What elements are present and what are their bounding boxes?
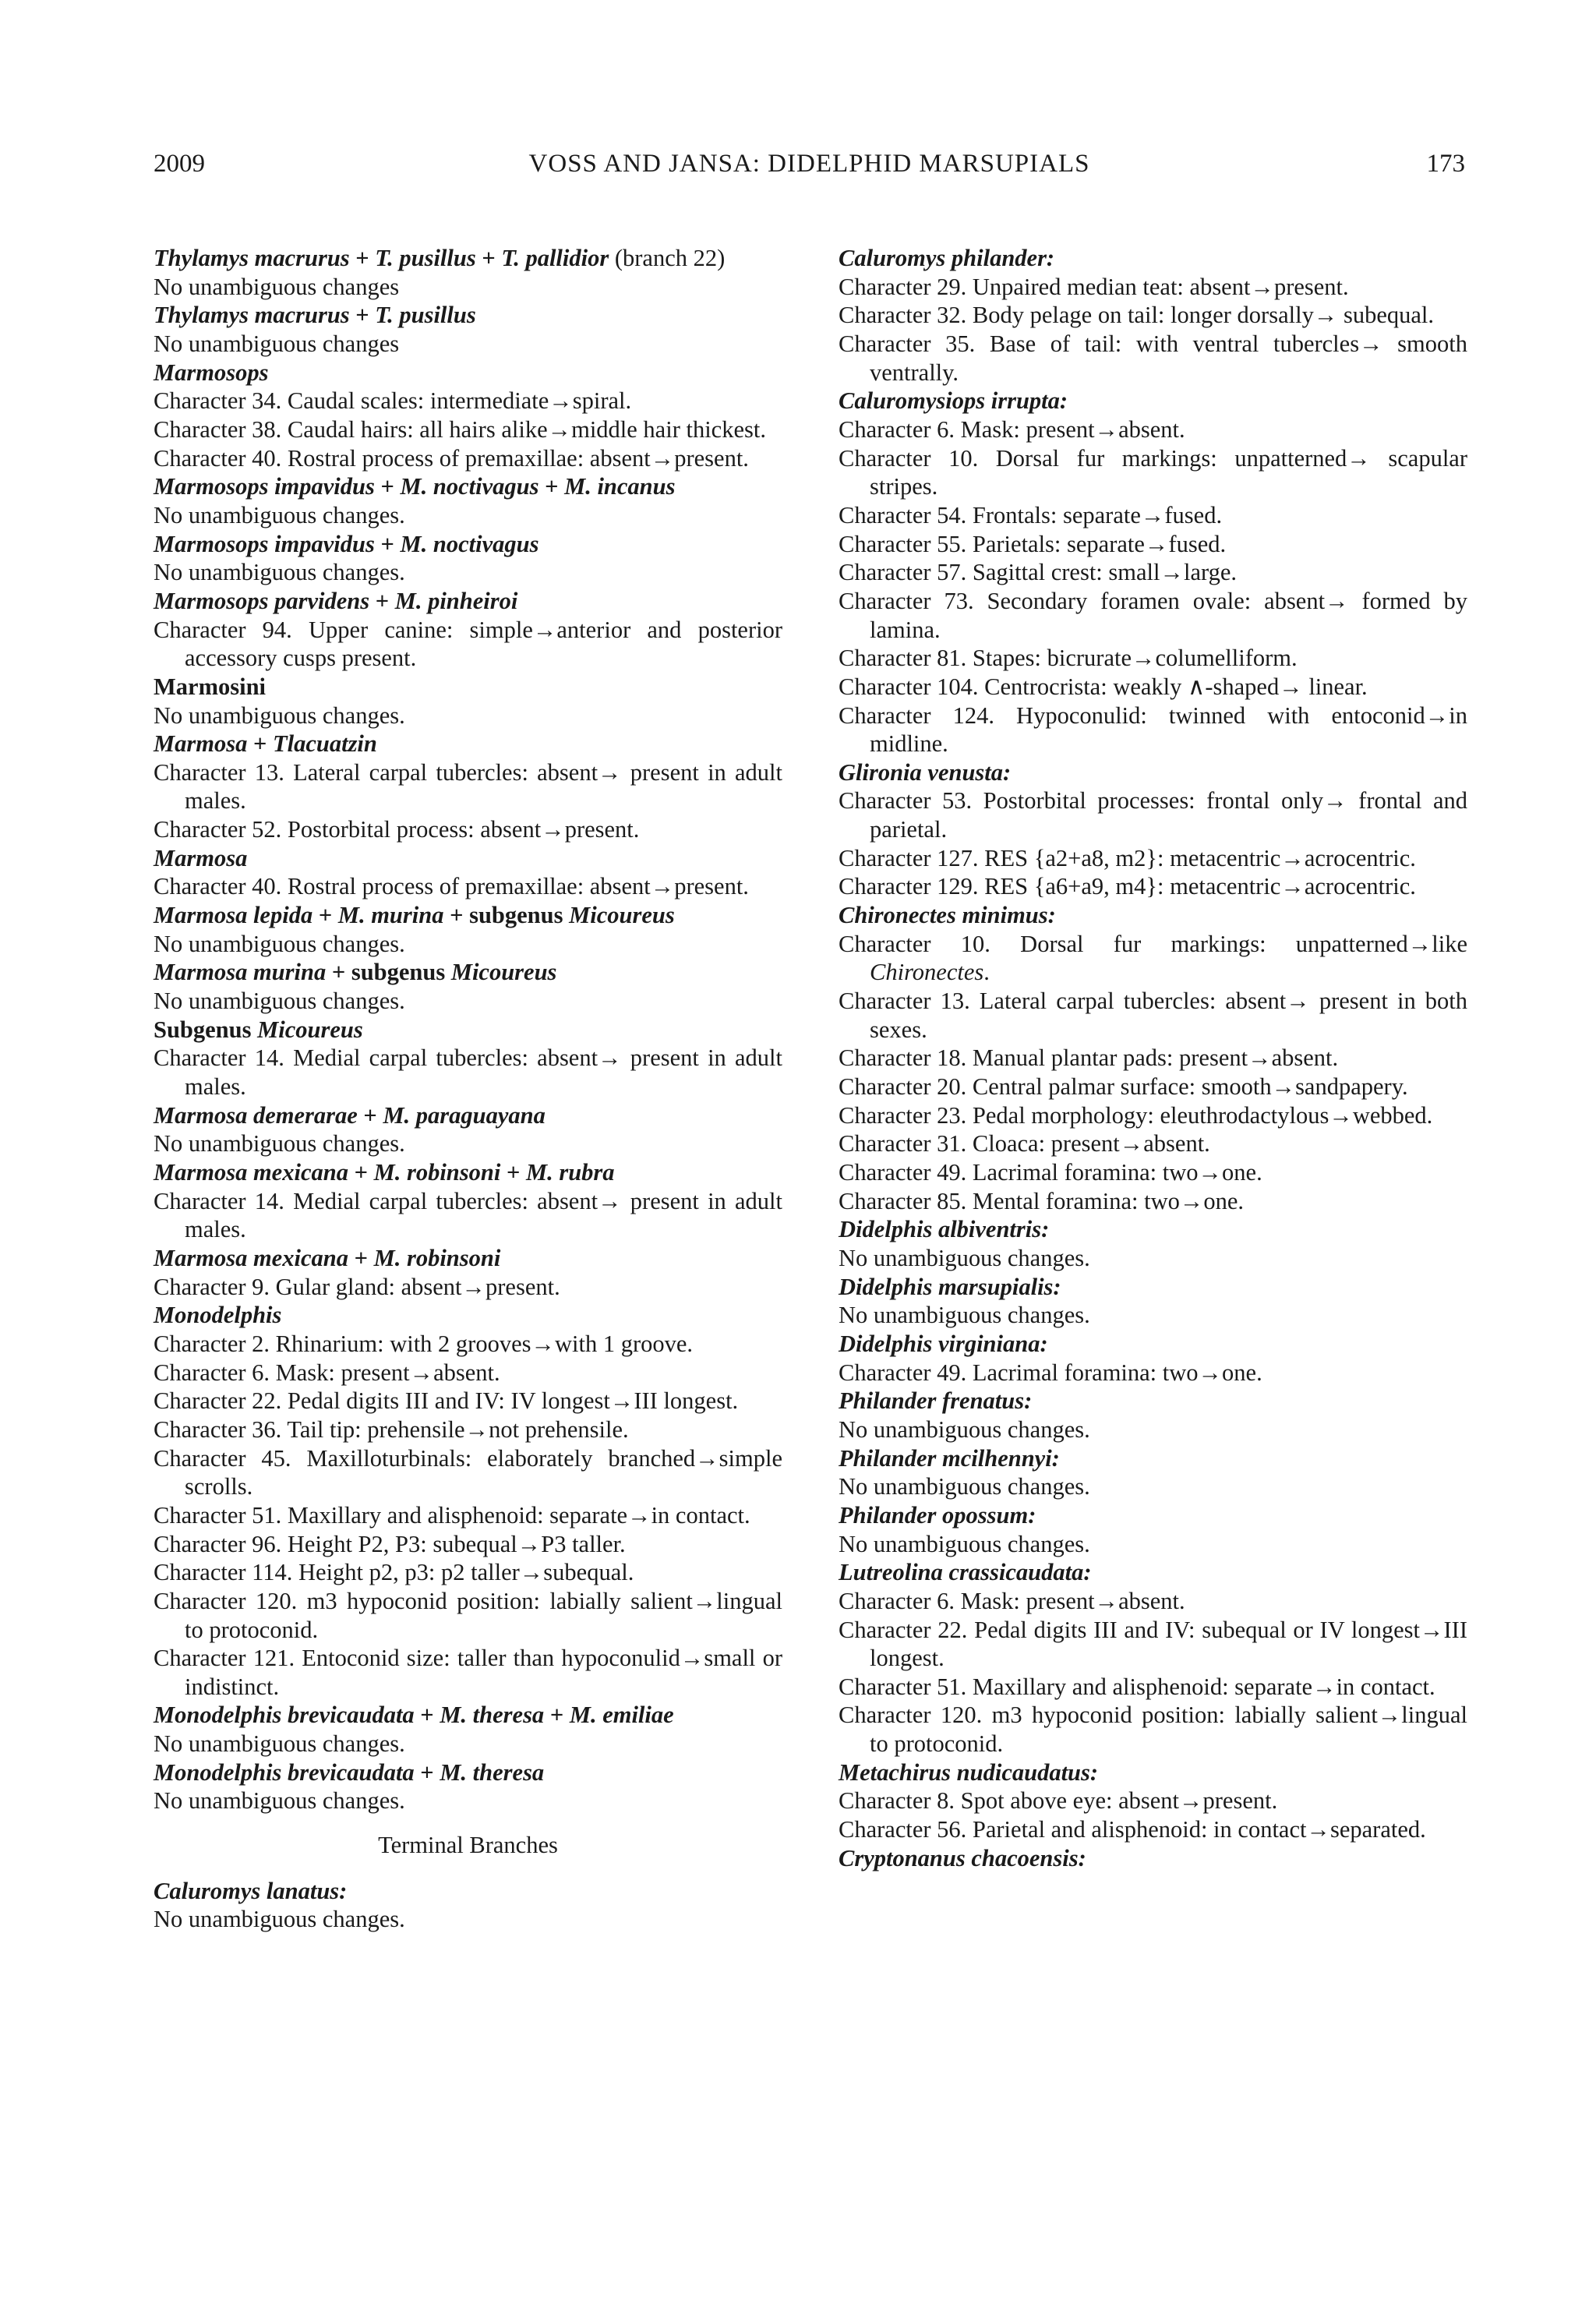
heading-part: Thylamys macrurus [154,245,350,271]
character-change [154,387,782,415]
character-change [839,587,1467,644]
character-text: Character 32. Body pelage on tail: longer dorsally→ subequal. [839,302,1434,329]
heading-part: M. noctivagus [400,530,539,557]
heading-part: T. pallidior [501,245,609,271]
heading-part: Subgenus [154,1016,258,1043]
character-change [839,644,1467,673]
character-text: Character 96. Height P2, P3: subequal→P3 taller. [154,1530,626,1557]
heading-part: Marmosops impavidus [154,530,375,557]
taxon-heading [154,359,782,387]
character-change [154,1558,782,1587]
taxon-heading [839,244,1467,273]
taxon-heading [154,301,782,330]
heading-part: M. theresa [440,1702,545,1729]
heading-part: + [475,245,502,271]
character-change [839,1359,1467,1387]
taxon-heading [154,673,782,702]
heading-part: Marmosini [154,673,267,700]
character-text: Character 55. Parietals: separate→fused. [839,530,1227,557]
character-change [154,1187,782,1244]
taxon-heading [154,958,782,987]
character-text: Character 29. Unpaired median teat: absent→present. [839,273,1349,300]
character-text: Character 54. Frontals: separate→fused. [839,501,1223,528]
heading-part: + [544,1702,570,1729]
heading-part: M. rubra [525,1159,615,1186]
character-change [839,1815,1467,1844]
character-change [839,501,1467,530]
heading-part: Cryptonanus chacoensis: [839,1844,1086,1871]
character-change [154,616,782,673]
character-text: Character 81. Stapes: bicrurate→columelliform. [839,645,1298,672]
heading-part: + [414,1702,440,1729]
character-change [154,444,782,473]
no-change-note: No unambiguous changes. [839,1415,1090,1443]
taxon-heading [839,1844,1467,1873]
header-title: VOSS AND JANSA: DIDELPHID MARSUPIALS [528,150,1090,178]
heading-part: Didelphis albiventris: [839,1216,1050,1243]
character-text: Character 49. Lacrimal foramina: two→one. [839,1159,1262,1186]
taxon-heading [154,1244,782,1273]
character-text: Character 14. Medial carpal tubercles: absent→ present in adult males. [154,1187,782,1243]
character-change [839,1701,1467,1758]
heading-part: M. pinheiroi [394,587,518,614]
character-change [154,1530,782,1559]
header-year: 2009 [154,150,205,178]
heading-part: Marmosa lepida [154,902,313,929]
heading-part: + [374,473,401,500]
character-change [839,930,1467,987]
taxon-heading [839,1330,1467,1359]
heading-part: Caluromys lanatus: [154,1877,348,1904]
character-change [154,1644,782,1701]
heading-part: Marmosops [154,359,269,386]
no-change-note: No unambiguous changes. [839,1302,1090,1329]
heading-part: Chironectes minimus: [839,902,1056,929]
character-change [154,1501,782,1530]
heading-part: + [247,730,273,758]
character-text: Character 23. Pedal morphology: eleuthrodactylous→webbed. [839,1101,1433,1129]
character-change [839,530,1467,559]
heading-part: Marmosa mexicana [154,1159,348,1186]
character-text: Character 51. Maxillary and alisphenoid: separate→in contact. [154,1501,750,1529]
character-text: Character 38. Caudal hairs: all hairs alike→middle hair thickest. [154,415,766,443]
character-change [154,872,782,901]
character-text: Character 52. Postorbital process: absent→present. [154,816,640,843]
character-change [839,1044,1467,1073]
heading-part: Marmosa mexicana [154,1244,348,1271]
heading-part: T. pusillus [375,245,476,271]
character-punct: . [983,959,990,986]
no-change-note: No unambiguous changes. [154,930,405,957]
taxon-heading [154,530,782,559]
taxon-heading [839,387,1467,415]
heading-part: Micoureus [257,1016,363,1043]
heading-part: Thylamys macrurus [154,302,350,329]
character-change [839,444,1467,501]
heading-part: Philander opossum: [839,1501,1036,1529]
character-text: Character 94. Upper canine: simple→anterior and posterior accessory cusps present. [154,616,782,672]
character-change [154,1273,782,1302]
character-text: Character 6. Mask: present→absent. [154,1359,500,1386]
character-text: Character 31. Cloaca: present→absent. [839,1130,1210,1157]
no-change-note: No unambiguous changes. [154,1730,405,1758]
heading-part: Marmosops impavidus [154,473,375,500]
no-change-note: No unambiguous changes [154,330,400,357]
heading-part: + [357,1101,383,1129]
no-change-note: No unambiguous changes. [154,988,405,1015]
heading-part: Monodelphis brevicaudata [154,1758,415,1786]
heading-part: Marmosops parvidens [154,587,370,614]
heading-part: Didelphis virginiana: [839,1330,1048,1357]
heading-part: Caluromys philander: [839,245,1055,271]
character-change [839,1073,1467,1101]
character-text: Character 40. Rostral process of premaxillae: absent→present. [154,873,749,900]
heading-part: Monodelphis brevicaudata [154,1702,415,1729]
heading-part: + [369,587,395,614]
character-change [839,1129,1467,1158]
heading-part: + subgenus [326,959,451,986]
character-change [839,330,1467,387]
no-change-note: No unambiguous changes. [839,1530,1090,1557]
character-change [839,273,1467,302]
character-text: Character 40. Rostral process of premaxillae: absent→present. [154,444,749,472]
character-change [839,1787,1467,1815]
character-text: Character 120. m3 hypoconid position: labially salient→lingual to protoconid. [154,1587,782,1643]
character-italic: Chironectes [870,959,984,986]
character-text: Character 6. Mask: present→absent. [839,1587,1185,1614]
character-change [839,702,1467,758]
no-change-note: No unambiguous changes. [839,1244,1090,1271]
character-change [839,844,1467,873]
heading-part: M. emiliae [569,1702,674,1729]
no-change-note: No unambiguous changes. [154,702,405,729]
heading-part: T. pusillus [375,302,476,329]
character-text: Character 10. Dorsal fur markings: unpatterned→ scapular stripes. [839,444,1467,500]
taxon-heading [154,244,782,273]
heading-part: Micoureus [450,959,557,986]
character-text: Character 14. Medial carpal tubercles: absent→ present in adult males. [154,1044,782,1101]
character-text: Character 36. Tail tip: prehensile→not prehensile. [154,1415,629,1443]
heading-part: Didelphis marsupialis: [839,1273,1061,1300]
character-text: Character 85. Mental foramina: two→one. [839,1187,1245,1214]
character-text: Character 129. RES {a6+a9, m4}: metacentric→acrocentric. [839,873,1416,900]
heading-part: Philander frenatus: [839,1387,1033,1415]
heading-part: M. noctivagus [400,473,539,500]
heading-part: Lutreolina crassicaudata: [839,1559,1092,1586]
heading-part: M. murina [337,902,444,929]
character-change [154,1387,782,1415]
taxon-heading [839,1215,1467,1244]
heading-part: M. robinsoni [373,1159,501,1186]
no-change-note: No unambiguous changes. [154,1130,405,1157]
no-change-note: No unambiguous changes. [154,1906,405,1933]
heading-part: Philander mcilhennyi: [839,1444,1060,1472]
taxon-heading [839,1387,1467,1415]
taxon-heading [154,1701,782,1730]
heading-part: + [374,530,401,557]
character-text: Character 121. Entoconid size: taller than hypoconulid→small or indistinct. [154,1645,782,1700]
no-change-note: No unambiguous changes. [154,559,405,586]
character-text: Character 120. m3 hypoconid position: labially salient→lingual to protoconid. [839,1702,1467,1758]
taxon-heading [154,1101,782,1130]
taxon-heading [154,901,782,930]
character-change [839,1101,1467,1130]
left-column [154,244,782,1934]
character-text: Character 114. Height p2, p3: p2 taller→subequal. [154,1559,634,1586]
heading-part: Caluromysiops irrupta: [839,387,1068,415]
character-text: Character 127. RES {a2+a8, m2}: metacentric→acrocentric. [839,844,1416,871]
character-change [839,987,1467,1044]
character-change [154,815,782,844]
heading-part: + [348,1244,374,1271]
heading-part: + [414,1758,440,1786]
character-change [154,1587,782,1644]
taxon-heading [839,1501,1467,1530]
heading-part: + [312,902,338,929]
taxon-heading [154,1877,782,1906]
character-change [839,673,1467,702]
taxon-heading [154,472,782,501]
character-change [154,758,782,815]
heading-part: Tlacuatzin [272,730,377,758]
heading-part: + subgenus [443,902,570,929]
heading-part: + [348,1159,374,1186]
character-text: Character 20. Central palmar surface: smooth→sandpapery. [839,1073,1408,1101]
character-change [839,1616,1467,1673]
character-text: Character 53. Postorbital processes: frontal only→ frontal and parietal. [839,787,1467,843]
character-text: Character 34. Caudal scales: intermediate→spiral. [154,387,632,415]
no-change-note: No unambiguous changes. [154,501,405,528]
character-text: Character 2. Rhinarium: with 2 grooves→with 1 groove. [154,1330,694,1357]
character-text: Character 10. Dorsal fur markings: unpatterned→like [839,930,1467,957]
no-change-note: No unambiguous changes. [154,1787,405,1815]
character-change [154,415,782,444]
page-number: 173 [1426,150,1465,178]
character-change [839,1673,1467,1702]
character-change [839,558,1467,587]
heading-part: Metachirus nudicaudatus: [839,1758,1099,1786]
heading-part: Micoureus [569,902,675,929]
character-change [839,415,1467,444]
taxon-heading [839,1758,1467,1787]
running-header [154,147,1465,181]
heading-part: + [500,1159,526,1186]
character-change [839,1158,1467,1187]
character-text: Character 13. Lateral carpal tubercles: absent→ present in both sexes. [839,988,1467,1043]
taxon-heading [154,730,782,758]
character-text: Character 104. Centrocrista: weakly ∧-shaped→ linear. [839,673,1368,700]
taxon-heading [839,1273,1467,1302]
taxon-heading [154,1016,782,1044]
character-change [154,1359,782,1387]
character-text: Character 9. Gular gland: absent→present. [154,1273,560,1300]
character-text: Character 49. Lacrimal foramina: two→one. [839,1359,1262,1386]
character-change [154,1444,782,1501]
taxon-heading [154,844,782,873]
character-text: Character 73. Secondary foramen ovale: absent→ formed by lamina. [839,587,1467,643]
no-change-note: No unambiguous changes. [839,1473,1090,1500]
heading-part: M. incanus [564,473,676,500]
taxon-heading [154,1758,782,1787]
heading-part: Marmosa murina [154,959,327,986]
heading-part: Marmosa [154,844,248,871]
heading-part: + [349,302,376,329]
no-change-note: No unambiguous changes [154,273,400,300]
taxon-heading [154,1158,782,1187]
character-change [839,1587,1467,1616]
character-change [154,1330,782,1359]
heading-part: Glironia venusta: [839,758,1012,786]
heading-part: M. paraguayana [383,1101,546,1129]
character-text: Character 22. Pedal digits III and IV: IV longest→III longest. [154,1387,739,1415]
character-text: Character 18. Manual plantar pads: present→absent. [839,1044,1339,1072]
heading-part: + [538,473,565,500]
heading-part: M. robinsoni [373,1244,501,1271]
heading-part: Marmosa [154,730,248,758]
character-change [839,1187,1467,1216]
character-change [839,301,1467,330]
character-text: Character 13. Lateral carpal tubercles: absent→ present in adult males. [154,758,782,815]
section-title: Terminal Branches [378,1832,558,1859]
heading-part: + [349,245,376,271]
character-change [154,1044,782,1101]
character-text: Character 51. Maxillary and alisphenoid: separate→in contact. [839,1673,1435,1700]
taxon-heading [839,1558,1467,1587]
taxon-heading [154,1301,782,1330]
heading-part: Monodelphis [154,1302,282,1329]
heading-part: Marmosa demerarae [154,1101,358,1129]
heading-part: M. theresa [440,1758,545,1786]
taxon-heading [154,587,782,616]
right-column [839,244,1467,1872]
taxon-heading [839,1444,1467,1473]
character-text: Character 6. Mask: present→absent. [839,415,1185,443]
heading-part: (branch 22) [609,245,726,271]
character-text: Character 35. Base of tail: with ventral tubercles→ smooth ventrally. [839,330,1467,386]
character-text: Character 57. Sagittal crest: small→large. [839,559,1237,586]
character-text: Character 8. Spot above eye: absent→present. [839,1787,1278,1815]
character-text: Character 124. Hypoconulid: twinned with entoconid→in midline. [839,702,1467,758]
character-change [154,1415,782,1444]
character-text: Character 22. Pedal digits III and IV: subequal or IV longest→III longest. [839,1616,1467,1672]
character-text: Character 45. Maxilloturbinals: elaborately branched→simple scrolls. [154,1444,782,1500]
taxon-heading [839,901,1467,930]
character-text: Character 56. Parietal and alisphenoid: in contact→separated. [839,1816,1426,1843]
taxon-heading [839,758,1467,787]
character-change [839,872,1467,901]
character-change [839,786,1467,843]
